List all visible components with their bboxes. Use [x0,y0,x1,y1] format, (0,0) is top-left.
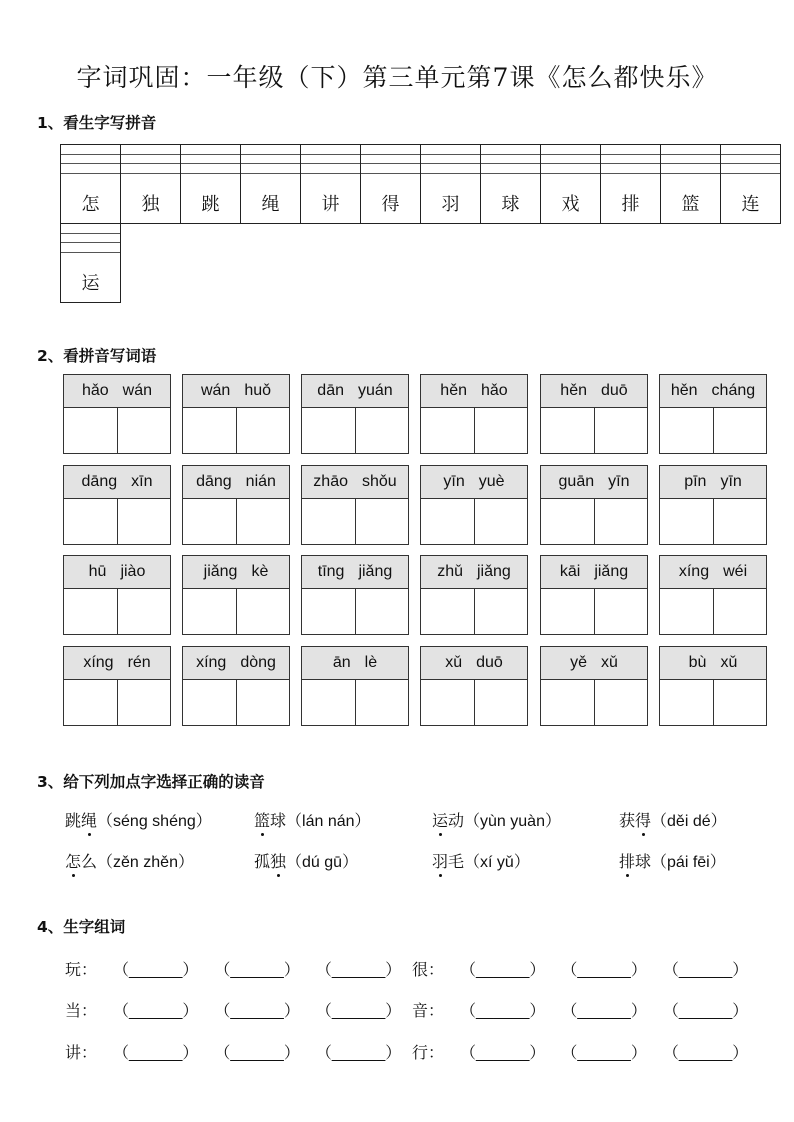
pinyin-label [64,647,170,680]
reading-item [432,849,530,872]
write-square[interactable] [237,680,290,726]
hanzi-char: 排 [621,193,640,215]
pinyin-word-box [301,465,409,545]
write-square[interactable] [595,408,648,454]
pinyin-label [183,556,289,589]
write-square[interactable] [118,408,171,454]
write-square[interactable] [475,499,528,545]
answer-blank[interactable]: （______） [113,1003,199,1020]
word-char: 球 [635,852,652,871]
hanzi-char: 羽 [441,193,460,215]
write-square[interactable] [421,680,475,726]
pinyin-syllable: xīn [131,473,153,490]
answer-blank[interactable]: （______） [113,1045,199,1062]
hanzi-char: 运 [81,272,100,294]
section-3-heading: 3、给下列加点字选择正确的读音 [37,773,265,791]
group-char: 玩： [65,960,98,979]
pronunciation-options[interactable]: （děi dé） [651,813,727,830]
pinyin-syllable: xíng [83,654,114,671]
section-1-heading: 1、看生字写拼音 [37,114,157,132]
char-cell [660,144,721,224]
write-square[interactable] [475,680,528,726]
pinyin-label [541,647,647,680]
pinyin-label [302,647,408,680]
pronunciation-options[interactable]: （zěn zhěn） [97,854,194,871]
pinyin-syllable: hěn [670,382,698,399]
char-cell [720,144,781,224]
pinyin-syllable: lè [364,654,378,671]
pinyin-label [64,556,170,589]
pinyin-syllable: wéi [723,563,748,580]
pinyin-label [183,647,289,680]
word-char: 么 [81,852,98,871]
pinyin-syllable: ān [332,654,351,671]
pinyin-syllable: hǎo [81,382,109,399]
pinyin-word-box [63,555,171,635]
pinyin-syllable: yīn [608,473,630,490]
pinyin-word-box [540,465,648,545]
pinyin-syllable: dòng [240,654,276,671]
pinyin-syllable: xǔ [445,654,463,671]
reading-item [432,808,561,831]
pinyin-word-box [182,555,290,635]
pinyin-syllable: xíng [678,563,710,580]
pinyin-word-box [182,646,290,726]
pinyin-syllable: dān [317,382,344,399]
answer-blank[interactable]: （______） [460,1045,546,1062]
hanzi-char: 得 [381,193,400,215]
pinyin-syllable: wán [200,382,231,399]
pinyin-label [660,466,766,499]
answer-blank[interactable]: （______） [662,962,749,979]
write-square[interactable] [356,408,409,454]
answer-blank[interactable]: （______） [561,962,647,979]
write-square[interactable] [660,499,714,545]
pinyin-word-box [301,555,409,635]
dotted-char: 篮 [254,811,271,830]
write-square[interactable] [356,499,409,545]
pinyin-syllable: dāng [196,473,232,490]
write-square[interactable] [64,589,118,635]
pinyin-writing-lines[interactable] [61,224,120,261]
write-square[interactable] [302,408,356,454]
pinyin-syllable: cháng [711,382,756,399]
hanzi-char: 绳 [261,193,280,215]
pinyin-syllable: jiǎng [203,563,238,580]
char-cell [60,223,121,303]
pinyin-writing-lines[interactable] [361,145,420,182]
pinyin-syllable: jiào [120,563,146,580]
char-cell [360,144,421,224]
write-square[interactable] [421,499,475,545]
pinyin-word-box [420,374,528,454]
pinyin-word-box [63,465,171,545]
write-square[interactable] [302,680,356,726]
pinyin-word-box [63,374,171,454]
char-cell [120,144,181,224]
write-square[interactable] [475,408,528,454]
write-square[interactable] [421,408,475,454]
pinyin-syllable: jiǎng [476,563,511,580]
write-square[interactable] [595,499,648,545]
pinyin-label [660,647,766,680]
section-2-heading: 2、看拼音写词语 [37,347,157,365]
dotted-char: 运 [432,811,449,830]
pinyin-syllable: dāng [81,473,118,490]
char-cell [540,144,601,224]
pinyin-syllable: pīn [684,473,707,490]
pinyin-writing-lines[interactable] [661,145,720,182]
hanzi-char: 连 [741,193,760,215]
write-square[interactable] [541,589,595,635]
pinyin-syllable: zhāo [313,473,348,490]
write-square[interactable] [475,589,528,635]
word-group-item [412,957,748,980]
write-square[interactable] [541,408,595,454]
pinyin-syllable: rén [127,654,151,671]
pinyin-syllable: duō [601,382,628,399]
pinyin-syllable: tīng [317,563,345,580]
pinyin-word-box [182,465,290,545]
write-square[interactable] [660,680,714,726]
pinyin-writing-lines[interactable] [181,145,240,182]
write-square[interactable] [118,499,171,545]
write-square[interactable] [118,680,171,726]
char-cell [180,144,241,224]
pinyin-writing-lines[interactable] [481,145,540,182]
hanzi-char: 独 [141,193,160,215]
pinyin-label [541,375,647,408]
pinyin-label [183,375,289,408]
answer-blank[interactable]: （______） [561,1003,647,1020]
write-square[interactable] [183,589,237,635]
pinyin-syllable: yuán [358,382,393,399]
pinyin-word-box [540,555,648,635]
word-group-item [412,998,748,1021]
pinyin-writing-lines[interactable] [601,145,660,182]
word-char: 球 [270,811,287,830]
group-char: 当： [65,1001,98,1020]
write-square[interactable] [660,589,714,635]
pinyin-syllable: yuè [478,473,505,490]
pinyin-syllable: hěn [560,382,587,399]
hanzi-char: 怎 [81,193,100,215]
write-square[interactable] [237,408,290,454]
pinyin-word-box [659,465,767,545]
pinyin-syllable: hū [88,563,107,580]
pinyin-word-box [63,646,171,726]
pinyin-syllable: xíng [196,654,227,671]
pinyin-syllable: xǔ [601,654,618,671]
pinyin-label [183,466,289,499]
pinyin-syllable: wán [122,382,153,399]
pinyin-syllable: duō [476,654,503,671]
group-char: 音： [412,1001,445,1020]
pronunciation-options[interactable]: （xí yǔ） [464,854,530,871]
pinyin-word-box [420,646,528,726]
group-char: 讲： [65,1043,98,1062]
write-square[interactable] [714,408,767,454]
write-square[interactable] [421,589,475,635]
pinyin-syllable: kāi [559,563,581,580]
pinyin-syllable: guān [558,473,595,490]
pinyin-syllable: kè [251,563,269,580]
write-square[interactable] [302,589,356,635]
reading-item [254,808,371,831]
pinyin-syllable: yīn [720,473,742,490]
reading-item [619,849,726,872]
worksheet-title: 字词巩固：一年级（下）第三单元第7课《怎么都快乐》 [76,63,718,92]
answer-blank[interactable]: （______） [662,1045,749,1062]
pronunciation-options[interactable]: （dú gū） [286,854,359,871]
pronunciation-options[interactable]: （pái fēi） [651,854,726,871]
write-square[interactable] [595,680,648,726]
reading-item [619,808,727,831]
pinyin-word-box [182,374,290,454]
answer-blank[interactable]: （______） [662,1003,749,1020]
pronunciation-options[interactable]: （yùn yuàn） [464,813,561,830]
word-group-item [65,1040,401,1063]
write-square[interactable] [237,499,290,545]
hanzi-char: 篮 [681,193,700,215]
pinyin-syllable: yě [570,654,587,671]
pinyin-label [302,556,408,589]
answer-blank[interactable]: （______） [214,1045,300,1062]
pinyin-label [302,375,408,408]
pinyin-syllable: jiǎng [358,563,393,580]
pinyin-word-box [301,646,409,726]
write-square[interactable] [183,499,237,545]
answer-blank[interactable]: （______） [561,1045,647,1062]
hanzi-char: 讲 [321,193,340,215]
char-cell [300,144,361,224]
pinyin-syllable: huǒ [244,382,272,399]
answer-blank[interactable]: （______） [315,1045,402,1062]
pinyin-label [302,466,408,499]
write-square[interactable] [356,589,409,635]
pinyin-syllable: jiǎng [594,563,629,580]
answer-blank[interactable]: （______） [214,962,300,979]
dotted-char: 怎 [65,852,82,871]
word-group-item [412,1040,748,1063]
write-square[interactable] [64,499,118,545]
word-char: 动 [448,811,465,830]
write-square[interactable] [714,499,767,545]
dotted-char: 排 [619,852,636,871]
char-pinyin-grid [60,145,781,303]
answer-blank[interactable]: （______） [315,962,402,979]
pinyin-word-box [659,555,767,635]
group-char: 很： [412,960,445,979]
word-char: 毛 [448,852,465,871]
write-square[interactable] [183,408,237,454]
word-group-item [65,957,401,980]
pinyin-writing-lines[interactable] [421,145,480,182]
reading-item [65,808,212,831]
answer-blank[interactable]: （______） [214,1003,300,1020]
pinyin-word-box [540,374,648,454]
pinyin-writing-lines[interactable] [721,145,780,182]
answer-blank[interactable]: （______） [113,962,199,979]
pinyin-label [660,375,766,408]
answer-blank[interactable]: （______） [460,1003,546,1020]
write-square[interactable] [64,680,118,726]
pinyin-label [541,556,647,589]
pinyin-label [660,556,766,589]
pinyin-label [421,647,527,680]
char-cell [60,144,121,224]
answer-blank[interactable]: （______） [460,962,546,979]
pinyin-syllable: hǎo [481,382,508,399]
char-cell [240,144,301,224]
write-square[interactable] [541,680,595,726]
pinyin-label [64,466,170,499]
hanzi-char: 戏 [561,193,580,215]
pinyin-word-box [420,555,528,635]
write-square[interactable] [302,499,356,545]
pinyin-word-box [420,465,528,545]
hanzi-char: 球 [501,193,520,215]
dotted-char: 绳 [81,811,98,830]
dotted-char: 独 [270,852,287,871]
write-square[interactable] [118,589,171,635]
group-char: 行： [412,1043,445,1062]
pinyin-syllable: bù [688,654,707,671]
pronunciation-options[interactable]: （séng shéng） [97,813,212,830]
pinyin-writing-lines[interactable] [61,145,120,182]
pinyin-syllable: shǒu [362,473,397,490]
write-square[interactable] [595,589,648,635]
char-cell [480,144,541,224]
pinyin-label [64,375,170,408]
pinyin-syllable: hěn [440,382,467,399]
word-char: 孤 [254,852,271,871]
write-square[interactable] [541,499,595,545]
pinyin-writing-lines[interactable] [301,145,360,182]
write-square[interactable] [237,589,290,635]
write-square[interactable] [183,680,237,726]
pinyin-syllable: zhǔ [437,563,463,580]
pinyin-syllable: xǔ [720,654,738,671]
pinyin-word-box [659,646,767,726]
pinyin-word-box [301,374,409,454]
pinyin-word-box [540,646,648,726]
dotted-char: 羽 [432,852,449,871]
pinyin-writing-lines[interactable] [541,145,600,182]
char-cell [420,144,481,224]
pinyin-writing-lines[interactable] [241,145,300,182]
pinyin-label [421,466,527,499]
pronunciation-options[interactable]: （lán nán） [286,813,371,830]
word-group-item [65,998,401,1021]
write-square[interactable] [714,589,767,635]
pinyin-syllable: nián [245,473,276,490]
reading-item [254,849,358,872]
answer-blank[interactable]: （______） [315,1003,402,1020]
section-4-heading: 4、生字组词 [37,918,126,936]
write-square[interactable] [714,680,767,726]
char-cell [600,144,661,224]
pinyin-label [421,556,527,589]
write-square[interactable] [356,680,409,726]
pinyin-word-box [659,374,767,454]
hanzi-char: 跳 [201,193,220,215]
word-char: 跳 [65,811,82,830]
write-square[interactable] [660,408,714,454]
pinyin-writing-lines[interactable] [121,145,180,182]
pinyin-label [421,375,527,408]
write-square[interactable] [64,408,118,454]
pinyin-label [541,466,647,499]
pinyin-syllable: yīn [443,473,465,490]
dotted-char: 得 [635,811,652,830]
word-char: 获 [619,811,636,830]
reading-item [65,849,194,872]
